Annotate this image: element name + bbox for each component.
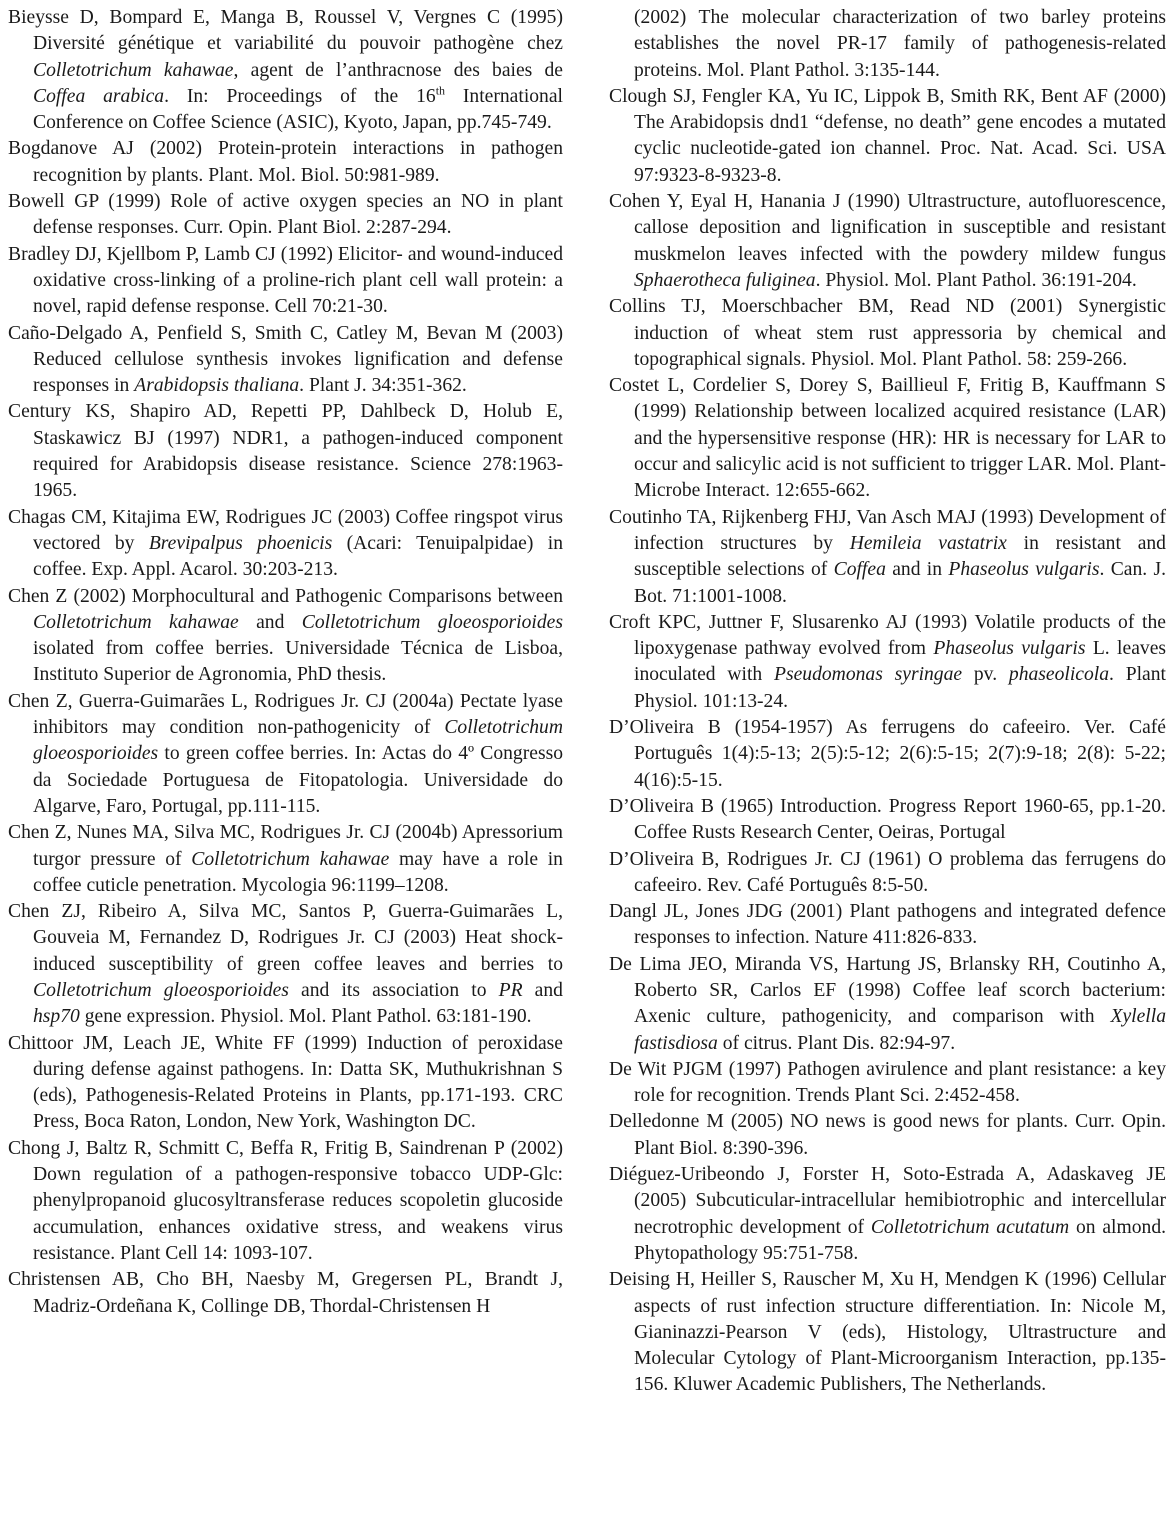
reference-text: in resistant and susceptible selections of [634, 532, 1166, 581]
reference-text: and its association to [288, 979, 499, 1001]
reference-italic-text: Pseudomonas syringae [774, 664, 963, 686]
reference-text: on almond. Phytopathology 95:751-758. [634, 1216, 1167, 1264]
reference-entry [8, 399, 563, 504]
reference-text: isolated from coffee berries. Universidade Técnica de Lisboa, Instituto Superior de Agronomia, PhD thesis. [33, 638, 563, 686]
reference-text: Chittoor JM, Leach JE, White FF (1999) Induction of peroxidase during defense against pathogens. In: Datta SK, Muthukrishnan S (eds), Pathogenesis-Related Proteins in Plants, pp.171-193. CRC Press, Boca Raton, London, New York, Washington DC. [8, 1032, 563, 1133]
reference-italic-text: Phaseolus vulgaris [933, 638, 1086, 660]
reference-text: Delledonne M (2005) NO news is good news for plants. Curr. Opin. Plant Biol. 8:390-396. [609, 1111, 1166, 1159]
reference-italic-text: Hemileia vastatrix [849, 532, 1007, 554]
reference-italic-text: Colletotrichum acutatum [870, 1216, 1070, 1238]
reference-text: and in [885, 559, 949, 581]
reference-entry [8, 584, 563, 689]
reference-text: Bieysse D, Bompard E, Manga B, Roussel V, Vergnes C (1995) Diversité génétique et variabilité du pouvoir pathogène chez [8, 7, 563, 55]
reference-italic-text: Colletotrichum gloeosporioides [301, 611, 563, 633]
reference-text: Bowell GP (1999) Role of active oxygen species an NO in plant defense responses. Curr. Opin. Plant Biol. 2:287-294. [8, 191, 563, 239]
reference-entry [8, 899, 563, 1030]
reference-entry [8, 1031, 563, 1136]
reference-entry [8, 189, 563, 242]
reference-text: . Can. J. Bot. 71:1001-1008. [634, 559, 1166, 607]
reference-text: Diéguez-Uribeondo J, Forster H, Soto-Estrada A, Adaskaveg JE (2005) Subcuticular-intracellular hemibiotrophic and intercellular necrotrophic development of [609, 1164, 1166, 1238]
reference-italic-text: hsp70 [33, 1006, 80, 1028]
reference-text: , agent de l’anthracnose des baies de [233, 59, 563, 81]
reference-entry [8, 1267, 563, 1320]
reference-text: Collins TJ, Moerschbacher BM, Read ND (2001) Synergistic induction of wheat stem rust appressoria by chemical and topographical signals. Physiol. Mol. Plant Pathol. 58: 259-266. [609, 296, 1166, 370]
reference-text: D’Oliveira B (1954-1957) As ferrugens do cafeeiro. Ver. Café Português 1(4):5-13; 2(5):5-12; 2(6):5-15; 2(7):9-18; 2(8): 5-22; 4(16):5-15. [609, 717, 1166, 791]
reference-text: Bogdanove AJ (2002) Protein-protein interactions in pathogen recognition by plants. Plant. Mol. Biol. 50:981-989. [8, 138, 563, 186]
reference-entry [8, 1136, 563, 1267]
reference-text: of citrus. Plant Dis. 82:94-97. [717, 1032, 956, 1054]
reference-text: D’Oliveira B, Rodrigues Jr. CJ (1961) O problema das ferrugens do cafeeiro. Rev. Café Português 8:5-50. [609, 848, 1166, 896]
reference-entry [609, 794, 1166, 847]
reference-italic-text: Colletotrichum kahawae [191, 848, 390, 870]
reference-text: Chong J, Baltz R, Schmitt C, Beffa R, Fritig B, Saindrenan P (2002) Down regulation of a pathogen-responsive tobacco UDP-Glc: phenylpropanoid glucosyltransferase reduces scopoletin glucoside accumulation, enhances oxidative stress, and weakens virus resistance. Plant Cell 14: 1093-107. [8, 1137, 563, 1264]
reference-text: De Wit PJGM (1997) Pathogen avirulence and plant resistance: a key role for recognition. Trends Plant Sci. 2:452-458. [609, 1058, 1166, 1107]
reference-text: . Plant Physiol. 101:13-24. [634, 664, 1166, 712]
reference-text: Cohen Y, Eyal H, Hanania J (1990) Ultrastructure, autofluorescence, callose deposition and lignification in susceptible and resistant muskmelon leaves infected with the powdery mildew fungus [609, 191, 1166, 265]
reference-text: to green coffee berries. In: Actas do 4º Congresso da Sociedade Portuguesa de Fitopatologia. Universidade do Algarve, Faro, Portugal, pp.111-115. [33, 743, 563, 817]
reference-italic-text: Colletotrichum kahawae [33, 59, 234, 81]
reference-text: . In: Proceedings of the 16 [164, 85, 436, 107]
reference-entry [8, 5, 563, 136]
reference-text: Century KS, Shapiro AD, Repetti PP, Dahlbeck D, Holub E, Staskawicz BJ (1997) NDR1, a pathogen-induced component required for Arabidopsis disease resistance. Science 278:1963-1965. [8, 401, 563, 502]
reference-entry [609, 1057, 1166, 1110]
reference-entry [609, 1162, 1166, 1267]
reference-superscript: th [435, 83, 446, 98]
reference-italic-text: Colletotrichum gloeosporioides [33, 717, 563, 765]
reference-text: (2002) The molecular characterization of two barley proteins establishes the novel PR-17 family of pathogenesis-related proteins. Mol. Plant Pathol. 3:135-144. [634, 7, 1166, 81]
reference-text: . Plant J. 34:351-362. [299, 375, 467, 397]
reference-italic-text: Phaseolus vulgaris [948, 559, 1100, 581]
reference-entry-continued [609, 5, 1166, 84]
reference-text: pv. [962, 664, 1009, 686]
references-left-column [8, 5, 563, 1320]
reference-entry [609, 294, 1166, 373]
reference-text: Dangl JL, Jones JDG (2001) Plant pathogens and integrated defence responses to infection. Nature 411:826-833. [609, 901, 1166, 949]
reference-italic-text: Colletotrichum kahawae [33, 611, 239, 633]
reference-entry [609, 189, 1166, 294]
reference-text: Caño-Delgado A, Penfield S, Smith C, Catley M, Bevan M (2003) Reduced cellulose synthesis invokes lignification and defense responses in [8, 322, 563, 397]
reference-italic-text: Coffea arabica [33, 85, 165, 107]
reference-text: Costet L, Cordelier S, Dorey S, Baillieul F, Fritig B, Kauffmann S (1999) Relationship between localized acquired resistance (LAR) and the hypersensitive response (HR): HR is necessary for LAR to occur and salicylic acid is not sufficient to trigger LAR. Mol. Plant-Microbe Interact. 12:655-662. [609, 375, 1166, 502]
reference-italic-text: PR [498, 979, 523, 1001]
reference-text: and [522, 979, 563, 1001]
reference-text: Coutinho TA, Rijkenberg FHJ, Van Asch MAJ (1993) Development of infection structures by [609, 506, 1166, 554]
reference-italic-text: Arabidopsis thaliana [134, 375, 300, 397]
reference-text: Chagas CM, Kitajima EW, Rodrigues JC (2003) Coffee ringspot virus vectored by [8, 506, 563, 554]
reference-italic-text: Coffea [833, 559, 886, 581]
reference-entry [609, 373, 1166, 504]
reference-entry [8, 689, 563, 820]
reference-entry [8, 505, 563, 584]
reference-entry [609, 952, 1166, 1057]
reference-entry [609, 505, 1166, 610]
reference-entry [609, 610, 1166, 715]
reference-text: Christensen AB, Cho BH, Naesby M, Gregersen PL, Brandt J, Madriz-Ordeñana K, Collinge DB, Thordal-Christensen H [8, 1269, 563, 1317]
reference-text: Chen ZJ, Ribeiro A, Silva MC, Santos P, Guerra-Guimarães L, Gouveia M, Fernandez D, Rodrigues Jr. CJ (2003) Heat shock-induced susceptibility of green coffee leaves and berries to [8, 901, 563, 975]
reference-entry [8, 242, 563, 321]
reference-text: (Acari: Tenuipalpidae) in coffee. Exp. Appl. Acarol. 30:203-213. [33, 532, 563, 581]
reference-italic-text: Colletotrichum gloeosporioides [33, 979, 289, 1001]
reference-text: Deising H, Heiller S, Rauscher M, Xu H, Mendgen K (1996) Cellular aspects of rust infection structure differentiation. In: Nicole M, Gianinazzi-Pearson V (eds), Histology, Ultrastructure and Molecular Cytology of Plant-Microorganism Interaction, pp.135-156. Kluwer Academic Publishers, The Netherlands. [609, 1269, 1166, 1396]
reference-text: Croft KPC, Juttner F, Slusarenko AJ (1993) Volatile products of the lipoxygenase pathway evolved from [609, 611, 1166, 660]
reference-italic-text: phaseolicola [1008, 664, 1110, 686]
reference-entry [609, 84, 1166, 189]
reference-text: may have a role in coffee cuticle penetration. Mycologia 96:1199–1208. [33, 848, 563, 896]
reference-text: Clough SJ, Fengler KA, Yu IC, Lippok B, Smith RK, Bent AF (2000) The Arabidopsis dnd1 “defense, no death” gene encodes a mutated cyclic nucleotide-gated ion channel. Proc. Nat. Acad. Sci. USA 97:9323-8-9323-8. [609, 85, 1166, 186]
reference-italic-text: Brevipalpus phoenicis [148, 532, 333, 554]
reference-text: International Conference on Coffee Science (ASIC), Kyoto, Japan, pp.745-749. [33, 85, 563, 134]
reference-text: D’Oliveira B (1965) Introduction. Progress Report 1960-65, pp.1-20. Coffee Rusts Research Center, Oeiras, Portugal [609, 795, 1166, 844]
reference-italic-text: Xylella fastisdiosa [634, 1006, 1166, 1054]
reference-text: . Physiol. Mol. Plant Pathol. 36:191-204. [815, 269, 1137, 291]
reference-text: and [238, 611, 302, 633]
reference-text: L. leaves inoculated with [634, 638, 1167, 686]
reference-entry [8, 136, 563, 189]
reference-text: gene expression. Physiol. Mol. Plant Pathol. 63:181-190. [79, 1006, 532, 1028]
reference-text: De Lima JEO, Miranda VS, Hartung JS, Brlansky RH, Coutinho A, Roberto SR, Carlos EF (1998) Coffee leaf scorch bacterium: Axenic culture, pathogenicity, and comparison with [609, 953, 1166, 1028]
reference-text: Chen Z, Nunes MA, Silva MC, Rodrigues Jr. CJ (2004b) Apressorium turgor pressure of [8, 822, 563, 870]
reference-text: Bradley DJ, Kjellbom P, Lamb CJ (1992) Elicitor- and wound-induced oxidative cross-linking of a proline-rich plant cell wall protein: a novel, rapid defense response. Cell 70:21-30. [8, 243, 563, 318]
reference-entry [609, 1109, 1166, 1162]
reference-entry [609, 847, 1166, 900]
reference-text: Chen Z, Guerra-Guimarães L, Rodrigues Jr. CJ (2004a) Pectate lyase inhibitors may condition non-pathogenicity of [8, 690, 563, 739]
reference-text: Chen Z (2002) Morphocultural and Pathogenic Comparisons between [8, 585, 563, 607]
reference-entry [609, 1267, 1166, 1398]
reference-italic-text: Sphaerotheca fuliginea [634, 269, 816, 291]
reference-entry [8, 820, 563, 899]
reference-entry [609, 899, 1166, 952]
reference-entry [8, 321, 563, 400]
references-right-column [609, 5, 1166, 1399]
reference-entry [609, 715, 1166, 794]
